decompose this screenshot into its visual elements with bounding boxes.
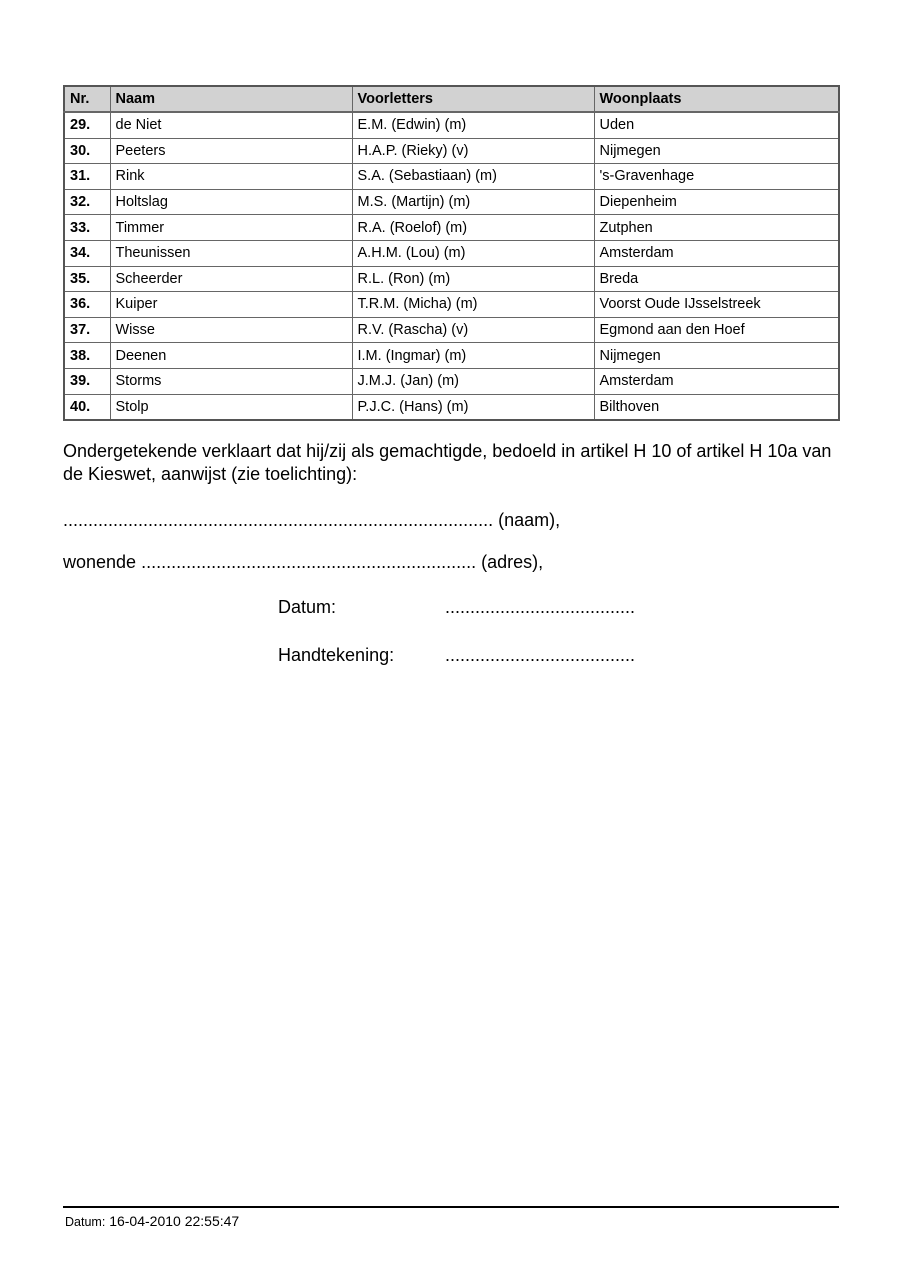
table-row	[64, 266, 839, 292]
table-row	[64, 317, 839, 343]
cell-nr: 34.	[64, 240, 110, 266]
datum-label: Datum:	[278, 597, 337, 617]
cell-nr: 36.	[64, 292, 110, 318]
table-row	[64, 112, 839, 138]
table-row	[64, 164, 839, 190]
table-row	[64, 189, 839, 215]
cell-nr: 32.	[64, 189, 110, 215]
cell-naam: Storms	[110, 368, 352, 394]
table-row	[64, 343, 839, 369]
cell-woonplaats: Nijmegen	[594, 138, 839, 164]
cell-voorletters: H.A.P. (Rieky) (v)	[352, 138, 594, 164]
cell-naam: Holtslag	[110, 189, 352, 215]
candidate-table	[63, 85, 840, 421]
table-row	[64, 138, 839, 164]
cell-woonplaats: Voorst Oude IJsselstreek	[594, 292, 839, 318]
cell-voorletters: I.M. (Ingmar) (m)	[352, 343, 594, 369]
table-header-row	[64, 86, 839, 112]
cell-nr: 35.	[64, 266, 110, 292]
cell-naam: Peeters	[110, 138, 352, 164]
footer-timestamp	[65, 1213, 239, 1229]
cell-naam: Rink	[110, 164, 352, 190]
table-row	[64, 292, 839, 318]
footer-divider	[63, 1206, 839, 1208]
declaration-text: Ondergetekende verklaart dat hij/zij als gemachtigde, bedoeld in artikel H 10 of artikel H 10a van de Kieswet, aanwijst (zie toelichting):	[63, 441, 832, 484]
cell-nr: 31.	[64, 164, 110, 190]
cell-voorletters: R.V. (Rascha) (v)	[352, 317, 594, 343]
handtekening-fill-line: ......................................	[445, 645, 636, 665]
cell-nr: 30.	[64, 138, 110, 164]
cell-naam: Theunissen	[110, 240, 352, 266]
cell-woonplaats: Zutphen	[594, 215, 839, 241]
cell-voorletters: J.M.J. (Jan) (m)	[352, 368, 594, 394]
cell-woonplaats: Breda	[594, 266, 839, 292]
table-row	[64, 394, 839, 420]
cell-voorletters: R.L. (Ron) (m)	[352, 266, 594, 292]
footer-date-value: 16-04-2010 22:55:47	[109, 1213, 240, 1229]
cell-naam: Wisse	[110, 317, 352, 343]
cell-voorletters: T.R.M. (Micha) (m)	[352, 292, 594, 318]
cell-voorletters: M.S. (Martijn) (m)	[352, 189, 594, 215]
header-voorletters: Voorletters	[352, 86, 594, 112]
table-row	[64, 240, 839, 266]
header-woonplaats: Woonplaats	[594, 86, 839, 112]
cell-woonplaats: 's-Gravenhage	[594, 164, 839, 190]
table-row	[64, 368, 839, 394]
cell-voorletters: S.A. (Sebastiaan) (m)	[352, 164, 594, 190]
cell-nr: 29.	[64, 112, 110, 138]
cell-woonplaats: Diepenheim	[594, 189, 839, 215]
cell-naam: Deenen	[110, 343, 352, 369]
header-naam: Naam	[110, 86, 352, 112]
table-row	[64, 215, 839, 241]
cell-nr: 38.	[64, 343, 110, 369]
cell-voorletters: P.J.C. (Hans) (m)	[352, 394, 594, 420]
cell-naam: Scheerder	[110, 266, 352, 292]
handtekening-label: Handtekening:	[278, 645, 395, 665]
cell-nr: 33.	[64, 215, 110, 241]
cell-nr: 40.	[64, 394, 110, 420]
cell-woonplaats: Amsterdam	[594, 368, 839, 394]
cell-nr: 39.	[64, 368, 110, 394]
datum-fill-line: ......................................	[445, 597, 636, 617]
footer-date-label: Datum:	[65, 1215, 106, 1229]
candidate-table-container	[63, 85, 838, 421]
cell-woonplaats: Nijmegen	[594, 343, 839, 369]
cell-voorletters: E.M. (Edwin) (m)	[352, 112, 594, 138]
cell-naam: Stolp	[110, 394, 352, 420]
cell-voorletters: A.H.M. (Lou) (m)	[352, 240, 594, 266]
cell-naam: Timmer	[110, 215, 352, 241]
cell-woonplaats: Egmond aan den Hoef	[594, 317, 839, 343]
naam-fill-line: ...................................................................................... (naam),	[63, 510, 561, 530]
cell-woonplaats: Amsterdam	[594, 240, 839, 266]
adres-fill-line: wonende ................................................................... (adres),	[63, 552, 544, 572]
cell-woonplaats: Uden	[594, 112, 839, 138]
cell-naam: de Niet	[110, 112, 352, 138]
cell-voorletters: R.A. (Roelof) (m)	[352, 215, 594, 241]
cell-naam: Kuiper	[110, 292, 352, 318]
cell-nr: 37.	[64, 317, 110, 343]
header-nr: Nr.	[64, 86, 110, 112]
cell-woonplaats: Bilthoven	[594, 394, 839, 420]
